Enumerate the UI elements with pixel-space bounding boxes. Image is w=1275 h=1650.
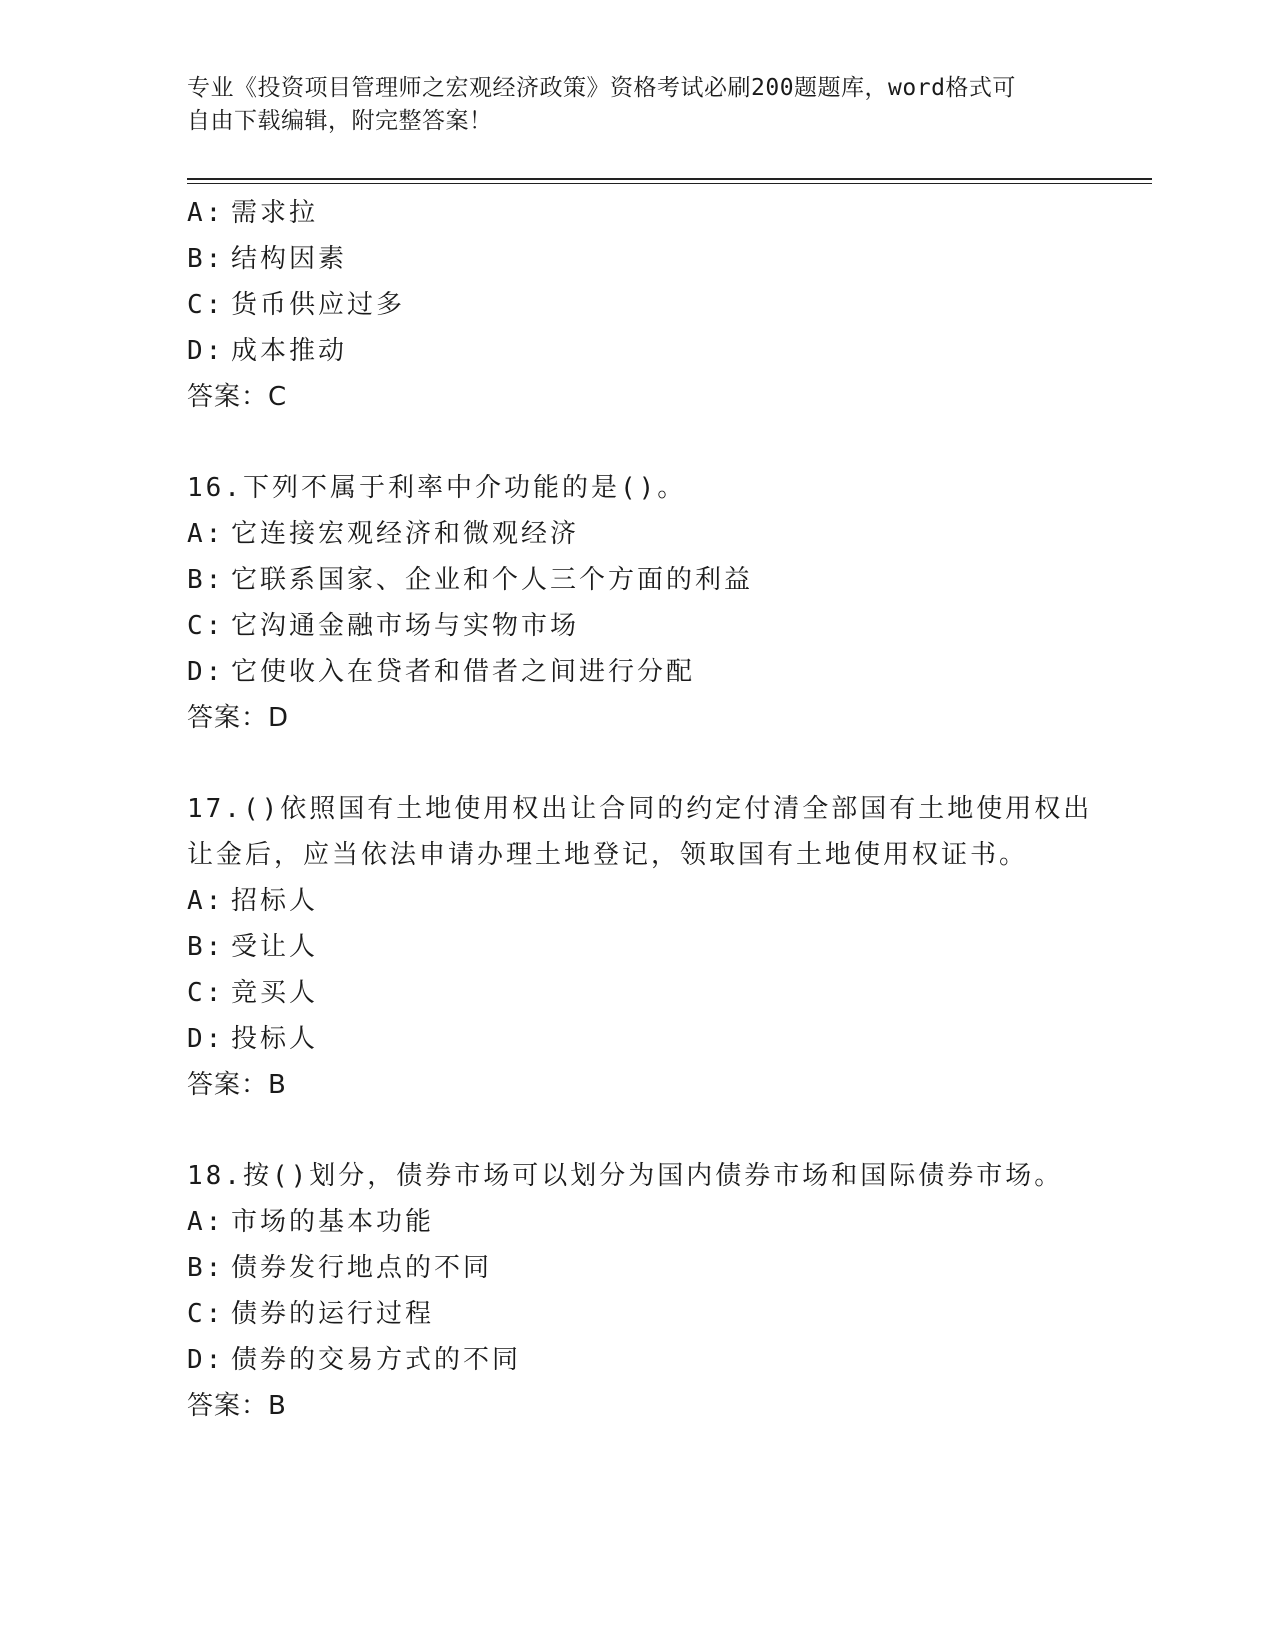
header-divider-thin: [187, 183, 1152, 184]
option-d: [187, 328, 1147, 374]
question-17: [187, 786, 1147, 1108]
option-letter: A:: [187, 886, 225, 916]
question-stem-line-2: 让金后，应当依法申请办理土地登记，领取国有土地使用权证书。: [187, 840, 1029, 870]
option-a: [187, 878, 1147, 924]
option-text: 债券的交易方式的不同: [231, 1345, 522, 1375]
header-line-2: 自由下载编辑，附完整答案！: [187, 108, 493, 134]
question-stem: 16.下列不属于利率中介功能的是()。: [187, 473, 687, 503]
spacer: [187, 420, 1147, 465]
header-divider-thick: [187, 178, 1152, 180]
option-text: 债券的运行过程: [231, 1299, 435, 1329]
option-letter: C:: [187, 978, 225, 1008]
option-letter: D:: [187, 1024, 225, 1054]
option-d: [187, 1016, 1147, 1062]
question-18: [187, 1153, 1147, 1429]
option-c: [187, 603, 1147, 649]
option-a: [187, 511, 1147, 557]
option-text: 它沟通金融市场与实物市场: [231, 611, 580, 641]
option-letter: B:: [187, 1253, 225, 1283]
answer-line: 答案：B: [187, 1070, 287, 1100]
option-letter: C:: [187, 611, 225, 641]
option-letter: B:: [187, 244, 225, 274]
option-text: 货币供应过多: [231, 290, 406, 320]
question-list: [187, 190, 1147, 1429]
option-letter: B:: [187, 932, 225, 962]
option-text: 投标人: [231, 1024, 319, 1054]
option-letter: C:: [187, 290, 225, 320]
option-letter: A:: [187, 519, 225, 549]
option-b: [187, 557, 1147, 603]
option-letter: B:: [187, 565, 225, 595]
option-text: 竞买人: [231, 978, 319, 1008]
option-letter: A:: [187, 1207, 225, 1237]
option-letter: D:: [187, 657, 225, 687]
option-c: [187, 970, 1147, 1016]
option-a: [187, 190, 1147, 236]
answer-line: 答案：C: [187, 382, 288, 412]
question-15-tail: [187, 190, 1147, 420]
option-letter: A:: [187, 198, 225, 228]
option-text: 债券发行地点的不同: [231, 1253, 493, 1283]
option-text: 它联系国家、企业和个人三个方面的利益: [231, 565, 754, 595]
option-text: 招标人: [231, 886, 319, 916]
option-b: [187, 924, 1147, 970]
option-text: 它连接宏观经济和微观经济: [231, 519, 580, 549]
option-c: [187, 1291, 1147, 1337]
question-stem: 18.按()划分，债券市场可以划分为国内债券市场和国际债券市场。: [187, 1161, 1064, 1191]
spacer: [187, 741, 1147, 786]
answer-line: 答案：D: [187, 703, 290, 733]
question-stem-line-1: 17.()依照国有土地使用权出让合同的约定付清全部国有土地使用权出: [187, 794, 1093, 824]
option-b: [187, 1245, 1147, 1291]
option-letter: D:: [187, 336, 225, 366]
option-d: [187, 1337, 1147, 1383]
option-c: [187, 282, 1147, 328]
option-letter: D:: [187, 1345, 225, 1375]
document-header: [187, 72, 1087, 138]
option-text: 结构因素: [231, 244, 348, 274]
option-text: 受让人: [231, 932, 319, 962]
option-letter: C:: [187, 1299, 225, 1329]
spacer: [187, 1108, 1147, 1153]
option-b: [187, 236, 1147, 282]
option-d: [187, 649, 1147, 695]
option-a: [187, 1199, 1147, 1245]
option-text: 它使收入在贷者和借者之间进行分配: [231, 657, 696, 687]
option-text: 成本推动: [231, 336, 348, 366]
answer-line: 答案：B: [187, 1391, 287, 1421]
option-text: 市场的基本功能: [231, 1207, 435, 1237]
header-line-1: 专业《投资项目管理师之宏观经济政策》资格考试必刷200题题库，word格式可: [187, 75, 1016, 101]
question-16: [187, 465, 1147, 741]
option-text: 需求拉: [231, 198, 319, 228]
